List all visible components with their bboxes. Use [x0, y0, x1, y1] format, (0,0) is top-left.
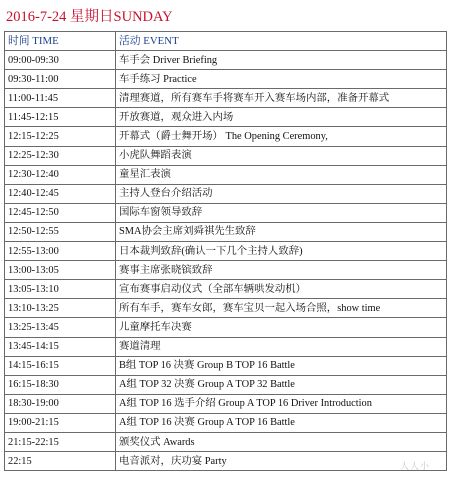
- event-cell: 宣布赛事启动仪式（全部车辆哄发动机）: [116, 280, 447, 299]
- time-cell: 16:15-18:30: [5, 375, 116, 394]
- time-cell: 12:55-13:00: [5, 242, 116, 261]
- event-cell: 赛事主席张晓镔致辞: [116, 261, 447, 280]
- table-row: [5, 203, 447, 222]
- event-cell: 颁奖仪式 Awards: [116, 432, 447, 451]
- event-cell: 车手会 Driver Briefing: [116, 51, 447, 70]
- event-cell: 车手练习 Practice: [116, 70, 447, 89]
- table-row: [5, 394, 447, 413]
- table-row: [5, 299, 447, 318]
- event-cell: B组 TOP 16 决赛 Group B TOP 16 Battle: [116, 356, 447, 375]
- time-cell: 11:00-11:45: [5, 89, 116, 108]
- time-cell: 12:15-12:25: [5, 127, 116, 146]
- table-row: [5, 146, 447, 165]
- time-cell: 09:00-09:30: [5, 51, 116, 70]
- event-cell: SMA协会主席刘舜祺先生致辞: [116, 222, 447, 241]
- table-row: [5, 375, 447, 394]
- event-cell: A组 TOP 32 决赛 Group A TOP 32 Battle: [116, 375, 447, 394]
- table-row: [5, 452, 447, 471]
- time-cell: 19:00-21:15: [5, 413, 116, 432]
- event-cell: 国际车窗领导致辞: [116, 203, 447, 222]
- event-cell: 开放赛道，观众进入内场: [116, 108, 447, 127]
- table-row: [5, 261, 447, 280]
- time-cell: 13:05-13:10: [5, 280, 116, 299]
- event-cell: 电音派对，庆功宴 Party: [116, 452, 447, 471]
- event-cell: 开幕式（爵士舞开场） The Opening Ceremony,: [116, 127, 447, 146]
- time-cell: 13:25-13:45: [5, 318, 116, 337]
- time-cell: 12:30-12:40: [5, 165, 116, 184]
- time-cell: 12:45-12:50: [5, 203, 116, 222]
- time-cell: 13:10-13:25: [5, 299, 116, 318]
- page-title: 2016-7-24 星期日SUNDAY: [6, 9, 173, 25]
- table-row: [5, 222, 447, 241]
- event-cell: 小虎队舞蹈表演: [116, 146, 447, 165]
- table-row: [5, 280, 447, 299]
- table-row: [5, 51, 447, 70]
- table-row: [5, 432, 447, 451]
- time-cell: 12:25-12:30: [5, 146, 116, 165]
- event-cell: 日本裁判致辞(确认一下几个主持人致辞): [116, 242, 447, 261]
- table-row: [5, 165, 447, 184]
- table-row: [5, 413, 447, 432]
- event-cell: 儿童摩托车决赛: [116, 318, 447, 337]
- event-cell: 童星汇表演: [116, 165, 447, 184]
- time-cell: 22:15: [5, 452, 116, 471]
- schedule-body: [5, 51, 447, 471]
- event-cell: 主持人登台介绍活动: [116, 184, 447, 203]
- table-row: [5, 242, 447, 261]
- schedule-table: [4, 31, 447, 471]
- table-row: [5, 89, 447, 108]
- time-cell: 14:15-16:15: [5, 356, 116, 375]
- column-header-event: 活动 EVENT: [116, 32, 447, 51]
- table-row: [5, 70, 447, 89]
- time-cell: 11:45-12:15: [5, 108, 116, 127]
- table-row: [5, 318, 447, 337]
- table-row: [5, 108, 447, 127]
- time-cell: 13:00-13:05: [5, 261, 116, 280]
- watermark: 人人小: [399, 462, 430, 472]
- event-cell: A组 TOP 16 决赛 Group A TOP 16 Battle: [116, 413, 447, 432]
- column-header-time: 时间 TIME: [5, 32, 116, 51]
- table-header-row: [5, 32, 447, 51]
- table-row: [5, 337, 447, 356]
- table-row: [5, 356, 447, 375]
- time-cell: 21:15-22:15: [5, 432, 116, 451]
- time-cell: 09:30-11:00: [5, 70, 116, 89]
- event-cell: 赛道清理: [116, 337, 447, 356]
- event-cell: 所有车手，赛车女郎，赛车宝贝一起入场合照，show time: [116, 299, 447, 318]
- table-row: [5, 127, 447, 146]
- event-cell: 清理赛道，所有赛车手将赛车开入赛车场内部，准备开幕式: [116, 89, 447, 108]
- time-cell: 13:45-14:15: [5, 337, 116, 356]
- event-cell: A组 TOP 16 选手介绍 Group A TOP 16 Driver Introduction: [116, 394, 447, 413]
- time-cell: 12:40-12:45: [5, 184, 116, 203]
- table-row: [5, 184, 447, 203]
- time-cell: 18:30-19:00: [5, 394, 116, 413]
- time-cell: 12:50-12:55: [5, 222, 116, 241]
